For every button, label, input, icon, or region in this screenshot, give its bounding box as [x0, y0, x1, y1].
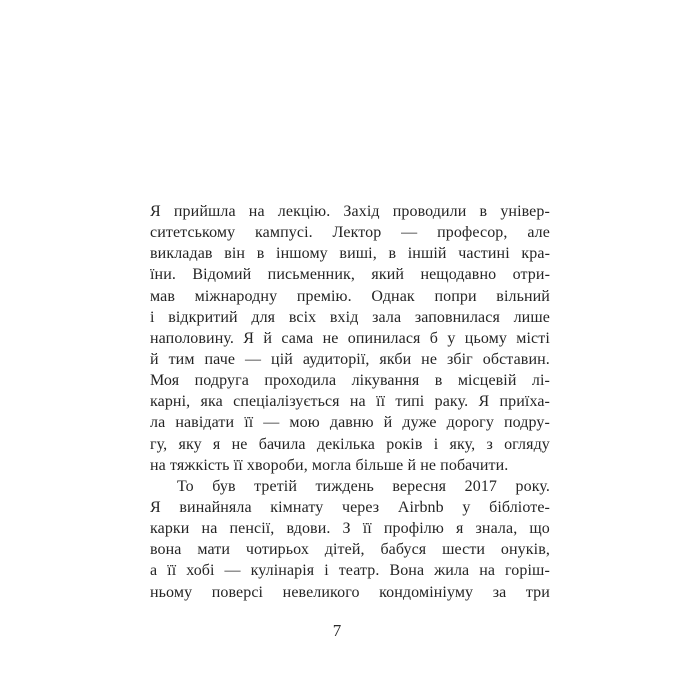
text-line: карні, яка спеціалізується на її типі раку. Я приїха- — [150, 393, 550, 411]
text-line: ла навідати її — мою давню й дуже дорогу подру- — [150, 414, 550, 432]
text-line: викладав він в іншому виші, в іншій частині кра- — [150, 245, 550, 263]
text-line: на тяжкість її хвороби, могла більше й не побачити. — [150, 456, 509, 474]
text-line: ситетському кампусі. Лектор — професор, але — [150, 224, 550, 242]
text-line: наполовину. Я й сама не опинилася б у цьому місті — [150, 329, 550, 347]
paragraph — [150, 201, 550, 476]
text-block — [150, 201, 550, 603]
text-line: карки на пенсії, вдови. З її профілю я знала, що — [150, 520, 550, 538]
paragraph — [150, 476, 550, 603]
page-number: 7 — [332, 621, 342, 640]
text-line: й тим паче — цій аудиторії, якби не збіг обставин. — [150, 350, 550, 368]
text-line: і відкритий для всіх вхід зала заповнилася лише — [150, 308, 550, 326]
text-line: То був третій тиждень вересня 2017 року. — [177, 477, 550, 495]
text-line: Я винайняла кімнату через Airbnb у бібліоте- — [150, 498, 550, 516]
text-line: їни. Відомий письменник, який нещодавно отри- — [150, 266, 550, 284]
text-line: ньому поверсі невеликого кондомініуму за три — [150, 583, 550, 601]
text-line: мав міжнародну премію. Однак попри вільний — [150, 287, 550, 305]
text-line: вона мати чотирьох дітей, бабуся шести онуків, — [150, 541, 550, 559]
text-line: гу, яку я не бачила декілька років і яку, з огляду — [150, 435, 550, 453]
text-line: а її хобі — кулінарія і театр. Вона жила на горіш- — [150, 562, 550, 580]
text-line: Моя подруга проходила лікування в місцевій лі- — [150, 372, 550, 390]
text-line: Я прийшла на лекцію. Захід проводили в універ- — [150, 203, 550, 220]
